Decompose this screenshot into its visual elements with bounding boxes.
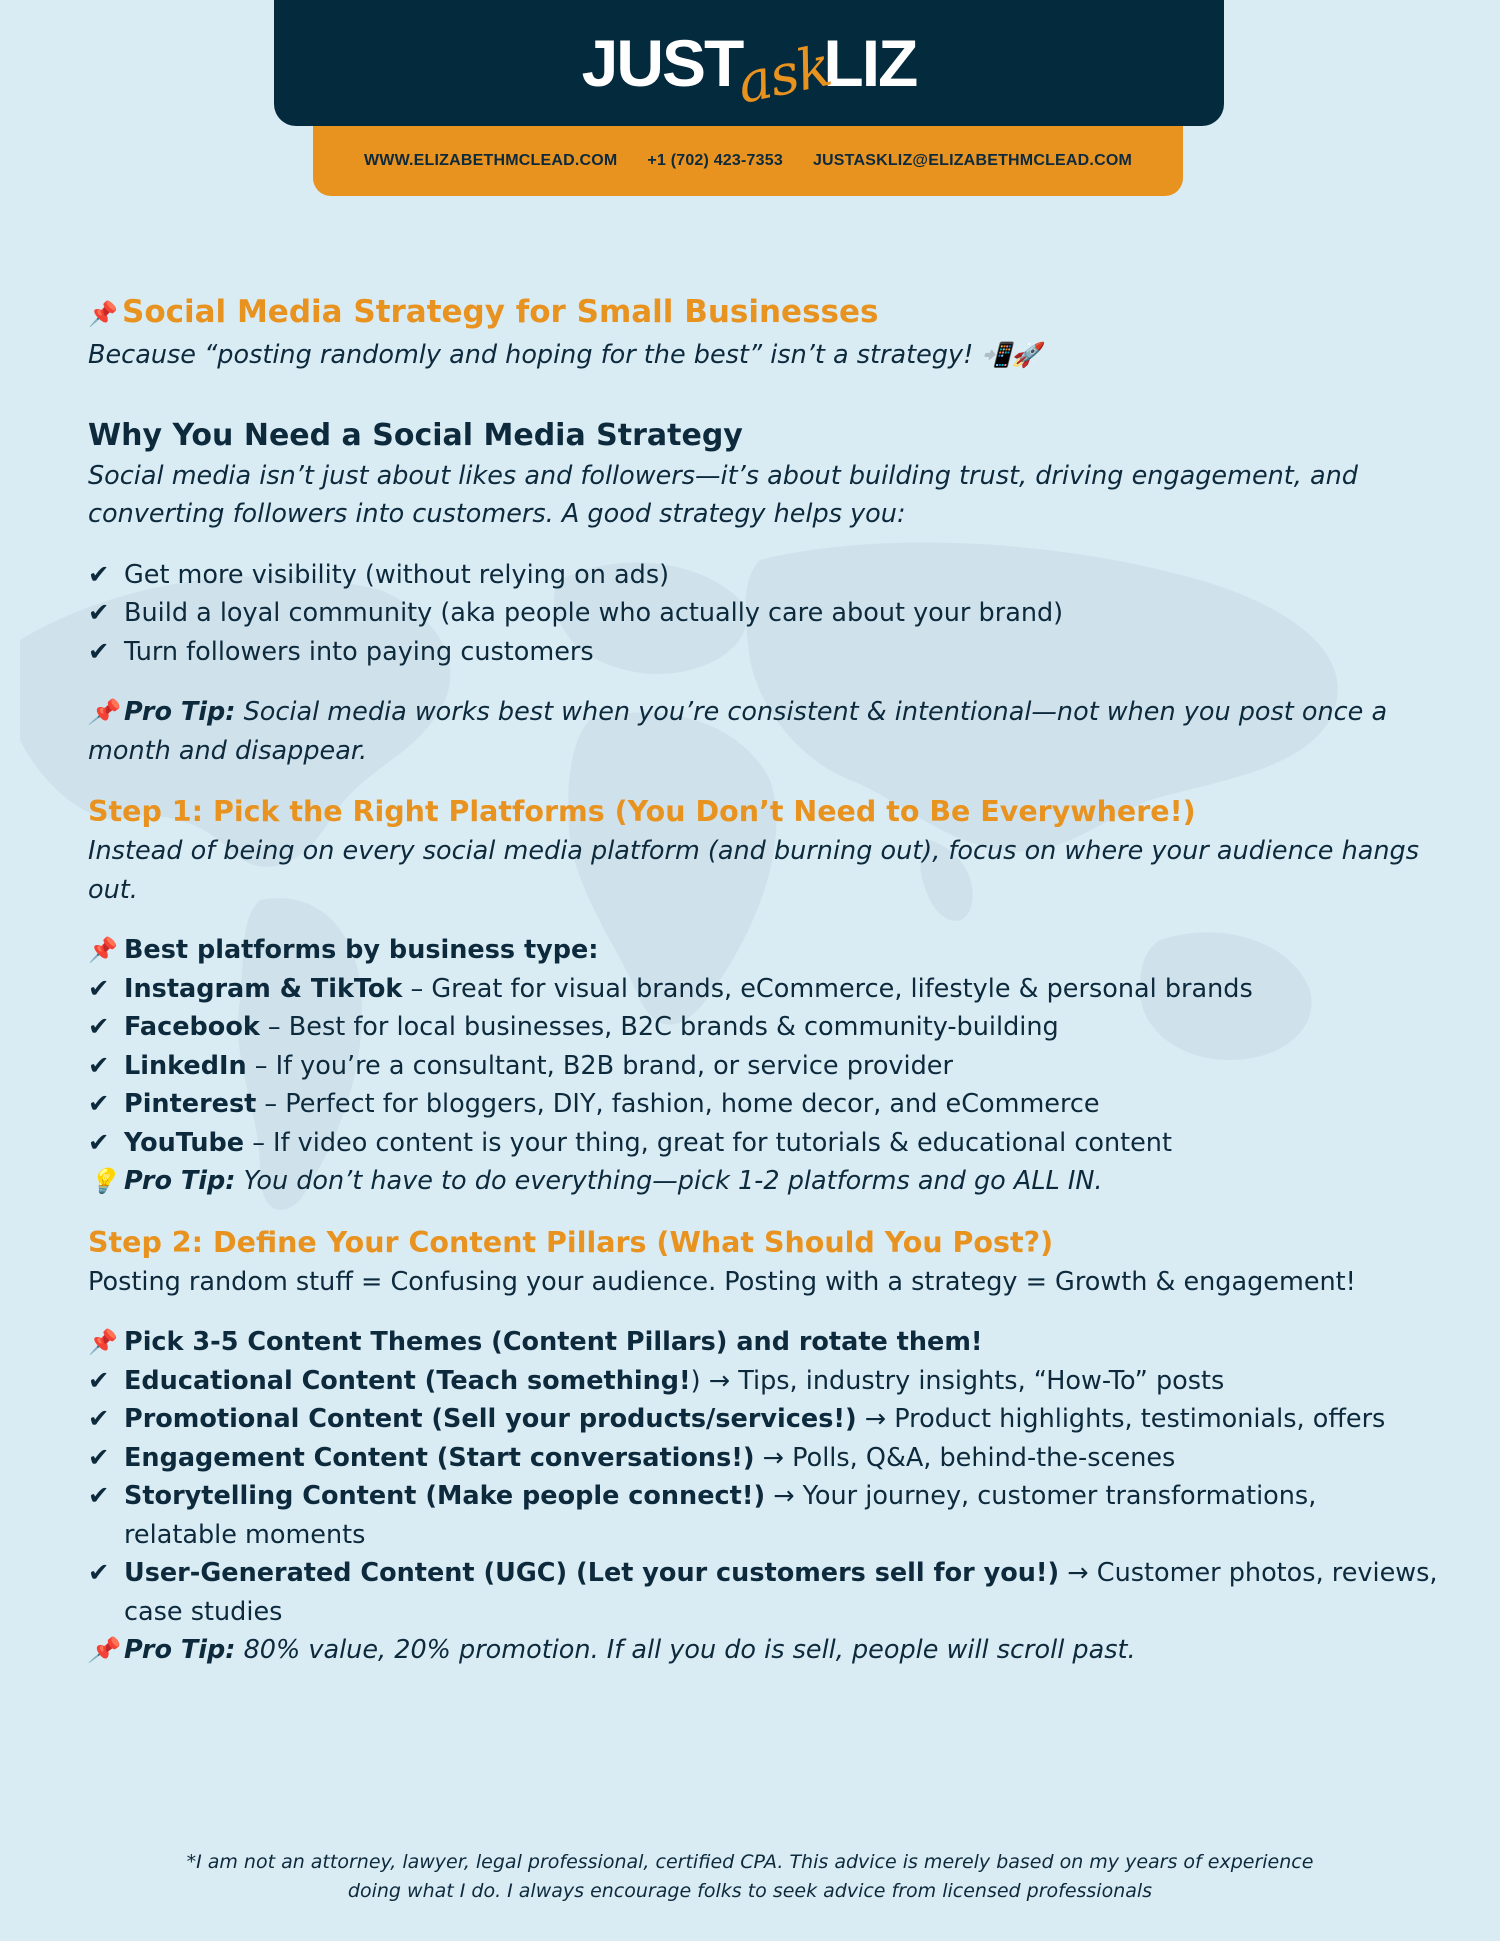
phone-number[interactable]: +1 (702) 423-7353 xyxy=(647,152,783,169)
logo xyxy=(581,26,917,117)
pushpin-icon: 📌 xyxy=(88,300,118,328)
check-icon: ✔ xyxy=(88,1365,110,1396)
lightbulb-icon: 💡 xyxy=(88,1167,118,1195)
platforms-heading-row xyxy=(88,931,1418,970)
check-icon: ✔ xyxy=(88,1050,110,1081)
doc-title: Social Media Strategy for Small Businesses xyxy=(122,294,879,330)
pillar-item-cont: relatable moments xyxy=(124,1519,366,1550)
why-heading: Why You Need a Social Media Strategy xyxy=(88,417,743,453)
check-icon: ✔ xyxy=(88,973,110,1004)
doc-title-row xyxy=(88,290,1418,336)
platform-item: ✔ Instagram & TikTok – Great for visual brands, eCommerce, lifestyle & personal brands xyxy=(88,970,1418,1009)
benefit-item: ✔ Build a loyal community (aka people who actually care about your brand) xyxy=(88,594,1418,633)
why-text-line-1: Social media isn’t just about likes and followers—it’s about building trust, driving engagement, and xyxy=(88,460,1358,491)
pillars-heading: Pick 3-5 Content Themes (Content Pillars) and rotate them! xyxy=(124,1327,983,1357)
step-1-text-line-1: Instead of being on every social media platform (and burning out), focus on where your audience hangs xyxy=(88,836,1420,866)
email-link[interactable]: JUSTASKLIZ@ELIZABETHMCLEAD.COM xyxy=(812,152,1133,169)
check-icon: ✔ xyxy=(88,1558,110,1588)
benefit-item: ✔ Get more visibility (without relying on ads) xyxy=(88,556,1418,595)
check-icon: ✔ xyxy=(88,636,110,667)
check-icon: ✔ xyxy=(88,1404,110,1434)
logo-header xyxy=(274,0,1224,126)
pillar-item: ✔ Engagement Content (Start conversations!) → Polls, Q&A, behind-the-scenes xyxy=(88,1439,1418,1478)
disclaimer-line-2: doing what I do. I always encourage folks to seek advice from licensed professionals xyxy=(347,1880,1153,1902)
step-2-heading: Step 2: Define Your Content Pillars (What Should You Post?) xyxy=(88,1225,1054,1259)
pro-tip-3: 📌 Pro Tip: 80% value, 20% promotion. If all you do is sell, people will scroll past. xyxy=(88,1631,1418,1670)
pushpin-icon: 📌 xyxy=(88,1328,118,1356)
platform-item: ✔ YouTube – If video content is your thing, great for tutorials & educational content xyxy=(88,1124,1418,1163)
platforms-heading: Best platforms by business type: xyxy=(124,935,599,965)
benefit-item: ✔ Turn followers into paying customers xyxy=(88,633,1418,672)
pillars-heading-row xyxy=(88,1323,1418,1362)
contact-bar xyxy=(313,126,1183,196)
platform-item: ✔ Pinterest – Perfect for bloggers, DIY, fashion, home decor, and eCommerce xyxy=(88,1085,1418,1124)
pro-tip-2: 💡 Pro Tip: You don’t have to do everything—pick 1-2 platforms and go ALL IN. xyxy=(88,1162,1418,1201)
step-1-text-line-2: out. xyxy=(88,874,138,905)
pillar-item: ✔ Educational Content (Teach something!) → Tips, industry insights, “How-To” posts xyxy=(88,1362,1418,1401)
check-icon: ✔ xyxy=(88,1089,110,1119)
pro-tip-1-cont: month and disappear. xyxy=(88,735,368,766)
check-icon: ✔ xyxy=(88,559,110,590)
logo-liz: LIZ xyxy=(823,26,917,100)
platform-item: ✔ LinkedIn – If you’re a consultant, B2B brand, or service provider xyxy=(88,1047,1418,1086)
pro-tip-label: Pro Tip: xyxy=(124,697,236,727)
disclaimer-line-1: *I am not an attorney, lawyer, legal professional, certified CPA. This advice is merely based on my years of experience xyxy=(186,1851,1314,1873)
pro-tip-label: Pro Tip: xyxy=(124,1635,236,1665)
logo-ask: ask xyxy=(732,33,837,117)
doc-subtitle: Because “posting randomly and hoping for the best” isn’t a strategy! xyxy=(88,340,974,370)
check-icon: ✔ xyxy=(88,598,110,628)
pushpin-icon: 📌 xyxy=(88,1636,118,1664)
step-2-text: Posting random stuff = Confusing your audience. Posting with a strategy = Growth & engagement! xyxy=(88,1266,1356,1297)
doc-subtitle-row xyxy=(88,336,1418,375)
pillar-item: ✔ Storytelling Content (Make people connect!) → Your journey, customer transformations, xyxy=(88,1477,1418,1516)
pushpin-icon: 📌 xyxy=(88,698,118,726)
pushpin-icon: 📌 xyxy=(88,936,118,964)
pro-tip-label: Pro Tip: xyxy=(124,1166,236,1196)
platform-item: ✔ Facebook – Best for local businesses, B2C brands & community-building xyxy=(88,1008,1418,1047)
document-body xyxy=(88,290,1438,1670)
why-text-line-2: converting followers into customers. A good strategy helps you: xyxy=(88,499,906,529)
check-icon: ✔ xyxy=(88,1442,110,1473)
check-icon: ✔ xyxy=(88,1127,110,1158)
logo-just: JUST xyxy=(581,26,743,100)
website-link[interactable]: WWW.ELIZABETHMCLEAD.COM xyxy=(363,152,618,169)
step-1-heading: Step 1: Pick the Right Platforms (You Don’t Need to Be Everywhere!) xyxy=(88,795,1196,828)
phone-rocket-icon: 📲🚀 xyxy=(981,341,1042,369)
pro-tip-1: 📌 Pro Tip: Social media works best when you’re consistent & intentional—not when you post once a xyxy=(88,693,1418,732)
pillar-item: ✔ User-Generated Content (UGC) (Let your customers sell for you!) → Customer photos, reviews, xyxy=(88,1554,1418,1593)
check-icon: ✔ xyxy=(88,1481,110,1511)
disclaimer-footer xyxy=(0,1848,1500,1906)
pillar-item: ✔ Promotional Content (Sell your products/services!) → Product highlights, testimonials, offers xyxy=(88,1400,1418,1439)
check-icon: ✔ xyxy=(88,1012,110,1042)
pillar-item-cont: case studies xyxy=(124,1596,283,1627)
